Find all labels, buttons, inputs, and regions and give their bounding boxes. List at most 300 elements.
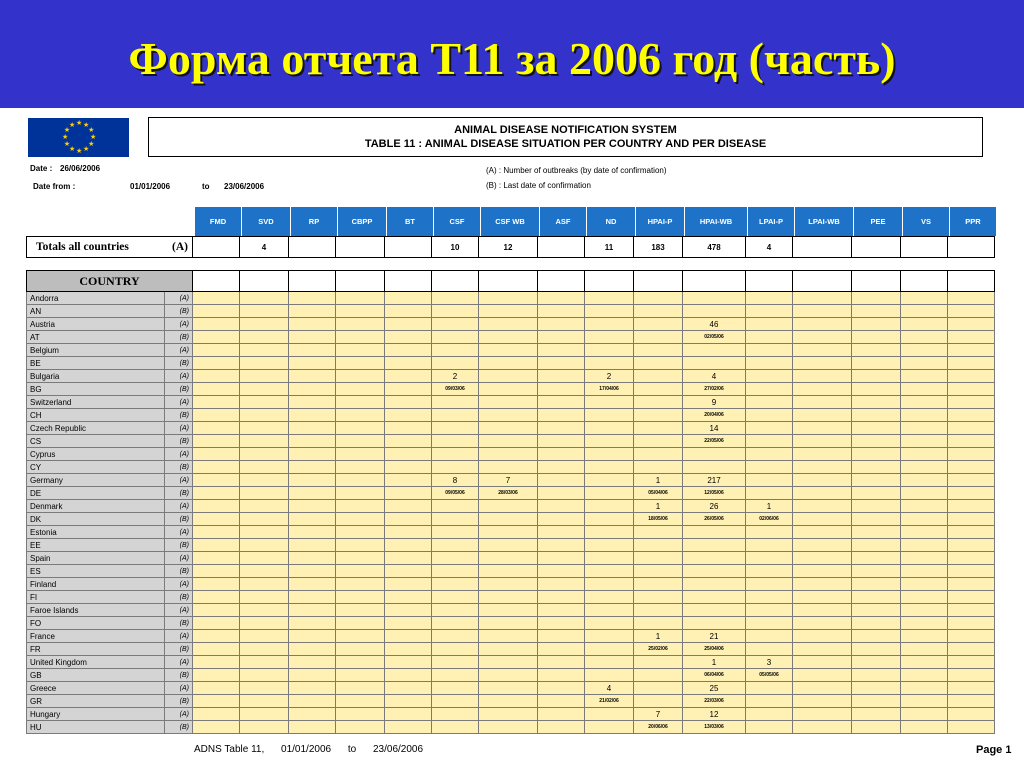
header-blank-cell — [538, 271, 585, 292]
outbreak-cell — [240, 604, 289, 617]
outbreak-cell — [585, 604, 634, 617]
date-cell — [852, 721, 901, 734]
date-cell — [538, 487, 585, 500]
outbreak-cell — [746, 474, 793, 487]
outbreak-cell: 1 — [634, 474, 683, 487]
outbreak-cell — [948, 448, 995, 461]
outbreak-cell — [289, 500, 336, 513]
date-cell — [852, 305, 901, 318]
date-cell — [683, 305, 746, 318]
outbreak-cell: 4 — [683, 370, 746, 383]
outbreak-cell — [585, 396, 634, 409]
outbreak-cell — [432, 448, 479, 461]
outbreak-cell — [432, 656, 479, 669]
disease-col-rp: RP — [291, 207, 338, 237]
totals-value — [901, 237, 948, 258]
outbreak-cell — [432, 292, 479, 305]
date-cell — [948, 357, 995, 370]
outbreak-cell — [948, 370, 995, 383]
outbreak-cell — [479, 292, 538, 305]
disease-col-csf-wb: CSF WB — [481, 207, 540, 237]
totals-value: 11 — [585, 237, 634, 258]
date-cell — [336, 331, 385, 344]
header-blank-cell — [240, 271, 289, 292]
date-cell — [240, 305, 289, 318]
outbreak-cell — [538, 292, 585, 305]
date-cell — [538, 721, 585, 734]
outbreak-cell — [948, 552, 995, 565]
header-blank-cell — [336, 271, 385, 292]
outbreak-cell — [793, 682, 852, 695]
footer-table-label: ADNS Table 11, — [194, 744, 265, 755]
outbreak-cell — [793, 526, 852, 539]
date-cell: 05/05/06 — [746, 669, 793, 682]
outbreak-cell: 12 — [683, 708, 746, 721]
disease-col-csf: CSF — [434, 207, 481, 237]
date-cell — [852, 409, 901, 422]
outbreak-cell — [336, 578, 385, 591]
country-code: AN — [27, 305, 165, 318]
date-cell — [432, 565, 479, 578]
outbreak-cell — [948, 630, 995, 643]
date-cell — [538, 695, 585, 708]
date-cell — [793, 721, 852, 734]
slide-title: Форма отчета T11 за 2006 год (часть) — [128, 33, 896, 84]
outbreak-cell — [336, 422, 385, 435]
date-cell — [683, 617, 746, 630]
outbreak-cell — [585, 578, 634, 591]
outbreak-cell — [336, 292, 385, 305]
date-cell — [240, 721, 289, 734]
date-cell — [240, 331, 289, 344]
outbreak-cell — [948, 526, 995, 539]
date-cell — [385, 513, 432, 526]
date-cell — [538, 591, 585, 604]
outbreak-cell — [585, 318, 634, 331]
outbreak-cell — [634, 604, 683, 617]
date-cell — [193, 305, 240, 318]
outbreak-cell — [746, 370, 793, 383]
date-cell — [901, 539, 948, 552]
outbreak-cell — [336, 526, 385, 539]
date-cell — [948, 461, 995, 474]
outbreak-cell — [948, 682, 995, 695]
outbreak-cell — [336, 370, 385, 383]
outbreak-cell — [793, 448, 852, 461]
outbreak-cell — [240, 422, 289, 435]
outbreak-cell — [585, 474, 634, 487]
row-marker-a: (A) — [165, 500, 193, 513]
outbreak-cell: 25 — [683, 682, 746, 695]
outbreak-cell — [479, 318, 538, 331]
date-cell — [746, 539, 793, 552]
outbreak-cell — [385, 526, 432, 539]
star-icon: ★ — [63, 141, 71, 148]
outbreak-cell — [240, 682, 289, 695]
row-marker-a: (A) — [165, 344, 193, 357]
row-marker-b: (B) — [165, 305, 193, 318]
outbreak-cell — [852, 422, 901, 435]
date-cell — [793, 461, 852, 474]
outbreak-cell — [193, 578, 240, 591]
date-cell — [852, 357, 901, 370]
date-cell — [948, 669, 995, 682]
outbreak-cell — [479, 500, 538, 513]
outbreak-cell — [193, 344, 240, 357]
outbreak-cell: 46 — [683, 318, 746, 331]
date-cell — [385, 461, 432, 474]
row-marker-a: (A) — [165, 604, 193, 617]
country-name: Greece — [27, 682, 165, 695]
date-cell: 18/05/06 — [634, 513, 683, 526]
date-cell — [432, 539, 479, 552]
date-cell — [852, 617, 901, 630]
outbreak-cell — [948, 474, 995, 487]
date-cell — [289, 305, 336, 318]
date-cell: 12/05/06 — [683, 487, 746, 500]
country-code: CS — [27, 435, 165, 448]
date-cell — [336, 461, 385, 474]
date-cell — [746, 721, 793, 734]
totals-value: 10 — [432, 237, 479, 258]
date-cell — [793, 409, 852, 422]
date-cell — [432, 435, 479, 448]
outbreak-cell — [683, 578, 746, 591]
country-name: United Kingdom — [27, 656, 165, 669]
outbreak-cell — [901, 500, 948, 513]
header-blank-cell — [479, 271, 538, 292]
star-icon: ★ — [83, 121, 90, 129]
totals-value — [385, 237, 432, 258]
outbreak-cell — [193, 604, 240, 617]
date-cell — [746, 487, 793, 500]
star-icon: ★ — [83, 146, 90, 154]
outbreak-cell — [746, 578, 793, 591]
outbreak-cell — [793, 656, 852, 669]
outbreak-cell: 4 — [585, 682, 634, 695]
outbreak-cell — [289, 630, 336, 643]
disease-header — [194, 206, 997, 237]
date-cell — [901, 513, 948, 526]
totals-value: 183 — [634, 237, 683, 258]
outbreak-cell — [634, 578, 683, 591]
date-cell — [634, 409, 683, 422]
date-cell — [479, 461, 538, 474]
outbreak-cell — [852, 526, 901, 539]
outbreak-cell — [538, 370, 585, 383]
totals-value — [289, 237, 336, 258]
date-cell — [793, 513, 852, 526]
outbreak-cell — [193, 552, 240, 565]
outbreak-cell — [538, 630, 585, 643]
outbreak-cell — [538, 552, 585, 565]
date-cell — [479, 617, 538, 630]
date-cell — [852, 487, 901, 500]
date-cell — [385, 487, 432, 500]
date-cell — [336, 539, 385, 552]
country-name: Czech Republic — [27, 422, 165, 435]
outbreak-cell — [793, 500, 852, 513]
outbreak-cell — [634, 552, 683, 565]
date-cell — [948, 643, 995, 656]
outbreak-cell — [479, 370, 538, 383]
outbreak-cell — [746, 396, 793, 409]
date-cell — [538, 617, 585, 630]
row-marker-b: (B) — [165, 331, 193, 344]
date-cell — [948, 513, 995, 526]
outbreak-cell — [336, 344, 385, 357]
date-cell — [479, 409, 538, 422]
date-cell — [683, 591, 746, 604]
date-cell — [585, 409, 634, 422]
date-cell — [585, 721, 634, 734]
outbreak-cell — [793, 396, 852, 409]
outbreak-cell — [901, 656, 948, 669]
date-cell — [289, 539, 336, 552]
outbreak-cell — [948, 656, 995, 669]
outbreak-cell — [289, 526, 336, 539]
outbreak-cell — [948, 604, 995, 617]
outbreak-cell — [585, 630, 634, 643]
date-cell — [240, 487, 289, 500]
outbreak-cell — [746, 318, 793, 331]
country-table — [26, 270, 995, 734]
date-cell — [746, 305, 793, 318]
outbreak-cell — [240, 448, 289, 461]
outbreak-cell — [240, 708, 289, 721]
outbreak-cell — [193, 630, 240, 643]
date-cell — [193, 617, 240, 630]
date-cell — [793, 669, 852, 682]
outbreak-cell — [948, 708, 995, 721]
footer-from: 01/01/2006 — [281, 744, 332, 755]
row-marker-b: (B) — [165, 539, 193, 552]
date-cell — [432, 695, 479, 708]
outbreak-cell — [793, 474, 852, 487]
date-cell — [585, 435, 634, 448]
date-cell — [385, 721, 432, 734]
report-title-line2: TABLE 11 : ANIMAL DISEASE SITUATION PER COUNTRY AND PER DISEASE — [364, 138, 767, 150]
outbreak-cell — [432, 630, 479, 643]
legend-a: (A) : Number of outbreaks (by date of confirmation) — [486, 166, 667, 175]
date-cell — [432, 721, 479, 734]
date-cell — [538, 383, 585, 396]
outbreak-cell — [634, 396, 683, 409]
outbreak-cell — [432, 708, 479, 721]
date-cell — [289, 357, 336, 370]
date-cell — [585, 461, 634, 474]
row-marker-a: (A) — [165, 292, 193, 305]
date-cell — [538, 357, 585, 370]
date-cell — [193, 513, 240, 526]
outbreak-cell — [240, 526, 289, 539]
outbreak-cell — [901, 370, 948, 383]
date-cell — [948, 409, 995, 422]
date-cell — [193, 643, 240, 656]
outbreak-cell — [289, 344, 336, 357]
date-cell — [289, 435, 336, 448]
outbreak-cell — [479, 552, 538, 565]
date-cell — [948, 695, 995, 708]
disease-col-hpai-wb: HPAI-WB — [685, 207, 748, 237]
date-cell — [793, 357, 852, 370]
row-marker-a: (A) — [165, 682, 193, 695]
date-cell: 22/03/06 — [683, 695, 746, 708]
date-cell — [746, 617, 793, 630]
date-cell — [585, 487, 634, 500]
date-cell — [385, 617, 432, 630]
outbreak-cell — [193, 292, 240, 305]
date-cell — [289, 617, 336, 630]
outbreak-cell — [240, 474, 289, 487]
date-cell — [746, 461, 793, 474]
outbreak-cell — [289, 708, 336, 721]
date-cell — [479, 357, 538, 370]
header-blank-cell — [289, 271, 336, 292]
country-name: Hungary — [27, 708, 165, 721]
date-cell — [193, 331, 240, 344]
header-blank-cell — [852, 271, 901, 292]
date-cell — [948, 331, 995, 344]
outbreak-cell — [336, 656, 385, 669]
date-cell — [385, 409, 432, 422]
outbreak-cell — [901, 422, 948, 435]
outbreak-cell — [432, 552, 479, 565]
date-cell — [240, 565, 289, 578]
date-cell — [336, 721, 385, 734]
outbreak-cell — [683, 552, 746, 565]
country-code: DE — [27, 487, 165, 500]
outbreak-cell — [385, 604, 432, 617]
outbreak-cell — [538, 708, 585, 721]
date-cell — [336, 383, 385, 396]
date-cell — [193, 461, 240, 474]
date-cell — [479, 565, 538, 578]
outbreak-cell — [746, 708, 793, 721]
date-cell — [948, 435, 995, 448]
date-cell — [432, 331, 479, 344]
outbreak-cell — [289, 682, 336, 695]
date-cell — [634, 617, 683, 630]
outbreak-cell — [852, 708, 901, 721]
date-cell — [948, 721, 995, 734]
country-name: Austria — [27, 318, 165, 331]
outbreak-cell — [901, 708, 948, 721]
row-marker-a: (A) — [165, 448, 193, 461]
outbreak-cell: 1 — [634, 500, 683, 513]
date-cell — [432, 617, 479, 630]
date-cell — [193, 409, 240, 422]
date-cell — [852, 643, 901, 656]
outbreak-cell — [336, 630, 385, 643]
date-cell — [538, 331, 585, 344]
date-cell — [852, 565, 901, 578]
outbreak-cell — [538, 500, 585, 513]
outbreak-cell — [240, 396, 289, 409]
date-cell — [793, 617, 852, 630]
date-cell — [746, 435, 793, 448]
country-code: BG — [27, 383, 165, 396]
date-cell — [793, 565, 852, 578]
date-cell — [479, 513, 538, 526]
country-name: Spain — [27, 552, 165, 565]
country-name: France — [27, 630, 165, 643]
date-cell — [432, 513, 479, 526]
date-cell — [901, 305, 948, 318]
outbreak-cell — [538, 396, 585, 409]
date-cell — [793, 331, 852, 344]
date-cell: 20/04/06 — [683, 409, 746, 422]
row-marker-b: (B) — [165, 357, 193, 370]
disease-col-svd: SVD — [242, 207, 291, 237]
date-cell — [746, 591, 793, 604]
outbreak-cell: 9 — [683, 396, 746, 409]
outbreak-cell — [538, 526, 585, 539]
outbreak-cell — [901, 552, 948, 565]
date-cell — [852, 435, 901, 448]
date-cell — [385, 643, 432, 656]
date-cell — [240, 409, 289, 422]
row-marker-b: (B) — [165, 409, 193, 422]
date-cell — [193, 721, 240, 734]
outbreak-cell — [432, 344, 479, 357]
date-cell — [585, 539, 634, 552]
date-cell — [634, 695, 683, 708]
date-cell — [240, 435, 289, 448]
date-cell — [585, 617, 634, 630]
report-title-box — [148, 117, 983, 157]
date-cell — [746, 409, 793, 422]
country-code: CY — [27, 461, 165, 474]
outbreak-cell — [538, 474, 585, 487]
date-cell — [193, 487, 240, 500]
country-name: Switzerland — [27, 396, 165, 409]
outbreak-cell — [289, 552, 336, 565]
date-cell — [538, 539, 585, 552]
outbreak-cell — [385, 474, 432, 487]
header-blank-cell — [901, 271, 948, 292]
date-cell — [852, 539, 901, 552]
date-cell — [793, 305, 852, 318]
date-cell — [852, 695, 901, 708]
row-marker-a: (A) — [165, 578, 193, 591]
star-icon: ★ — [63, 127, 71, 134]
date-value: 26/06/2006 — [60, 164, 101, 173]
star-icon: ★ — [76, 148, 83, 155]
date-cell — [240, 357, 289, 370]
outbreak-cell — [585, 292, 634, 305]
outbreak-cell — [432, 526, 479, 539]
date-cell — [240, 643, 289, 656]
date-cell — [289, 591, 336, 604]
date-cell: 28/03/06 — [479, 487, 538, 500]
outbreak-cell — [901, 630, 948, 643]
outbreak-cell — [479, 344, 538, 357]
date-cell — [538, 435, 585, 448]
date-cell — [585, 513, 634, 526]
outbreak-cell — [746, 630, 793, 643]
outbreak-cell — [240, 318, 289, 331]
outbreak-cell — [538, 318, 585, 331]
row-marker-b: (B) — [165, 513, 193, 526]
outbreak-cell — [901, 474, 948, 487]
outbreak-cell — [793, 578, 852, 591]
outbreak-cell — [538, 344, 585, 357]
row-marker-b: (B) — [165, 591, 193, 604]
date-cell — [240, 539, 289, 552]
row-marker-b: (B) — [165, 565, 193, 578]
row-marker-a: (A) — [165, 422, 193, 435]
